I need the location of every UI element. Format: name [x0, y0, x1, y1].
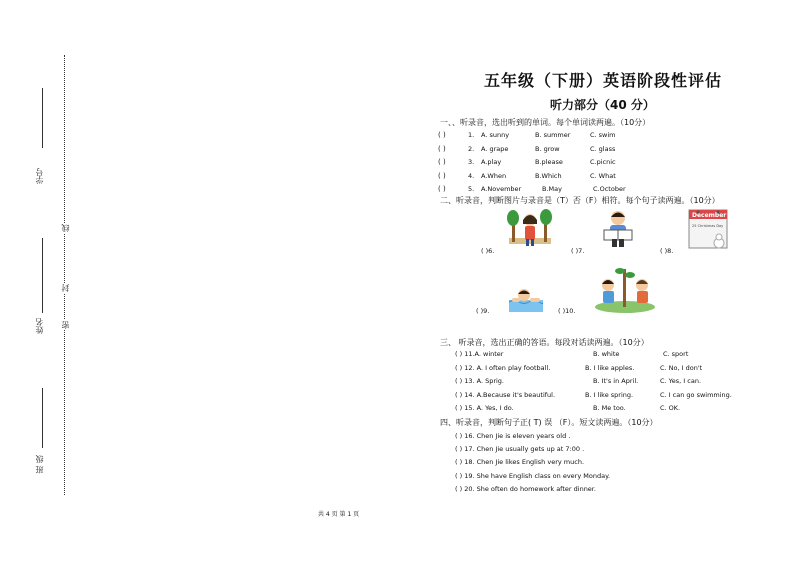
class-label: 班 级	[35, 455, 44, 474]
section3-heading: 三、 听录音，选出正确的答语。每段对话读两遍。（10分）	[440, 338, 649, 347]
list-item[interactable]: ( ) 17. Chen Jie usually gets up at 7:00 .	[455, 445, 585, 453]
calendar-subtext: 25 Christmas Day	[692, 224, 724, 228]
list-item[interactable]: ( ) 18. Chen Jie likes English very much.	[455, 458, 585, 466]
picture-label-8[interactable]: ( )8.	[660, 247, 674, 255]
list-item[interactable]: ( ) 20. She often do homework after dinner.	[455, 485, 596, 493]
answer-blank[interactable]: ( )	[438, 172, 446, 180]
list-item: ( ) 4. A.When B.Which C. What	[438, 172, 616, 180]
seal-char-mi: 密	[61, 321, 70, 329]
seal-char-feng: 封	[61, 284, 70, 292]
page-title: 五年级（下册）英语阶段性评估	[484, 71, 723, 90]
list-item: ( ) 13. A. Sprig. B. It's in April. C. Yes, I can.	[455, 377, 702, 385]
list-item: ( ) 15. A. Yes, I do. B. Me too. C. OK.	[455, 404, 681, 412]
picture-kids-planting	[592, 261, 658, 315]
answer-blank[interactable]: ( )	[438, 131, 446, 139]
section1-heading: 一、、听录音，选出听到的单词。每个单词读两遍。（10分）	[440, 118, 651, 127]
number-blank-line	[42, 88, 43, 148]
picture-label-10[interactable]: ( )10.	[558, 307, 576, 315]
list-item: ( ) 3. A.play B.please C.picnic	[438, 158, 616, 166]
section4-heading: 四、听录音，判断句子正( T) 误 （F）。短文读两遍。（10分）	[440, 418, 658, 427]
seal-char-line: 线	[61, 224, 70, 232]
binding-dotted-line	[64, 55, 65, 495]
list-item: ( ) 11.A. winter B. white C. sport	[455, 350, 689, 358]
name-label: 姓名	[35, 318, 44, 334]
answer-blank[interactable]: ( )	[438, 145, 446, 153]
list-item: ( ) 1. A. sunny B. summer C. swim	[438, 131, 616, 139]
picture-label-7[interactable]: ( )7.	[571, 247, 585, 255]
picture-boy-swimming	[509, 286, 543, 312]
list-item[interactable]: ( ) 19. She have English class on every Monday.	[455, 472, 611, 480]
list-item: ( ) 12. A. I often play football. B. I like apples. C. No, I don't	[455, 364, 703, 372]
answer-blank[interactable]: ( )	[438, 158, 446, 166]
list-item: ( ) 14. A.Because it's beautiful. B. I like spring. C. I can go swimming.	[455, 391, 732, 399]
page-subtitle: 听力部分（40 分）	[550, 98, 655, 112]
section2-heading: 二、听录音，判断图片与录音是（T）否（F）相符。每个句子读两遍。（10分）	[440, 196, 720, 205]
picture-label-9[interactable]: ( )9.	[476, 307, 490, 315]
list-item: ( ) 2. A. grape B. grow C. glass	[438, 145, 616, 153]
calendar-month: December	[692, 212, 727, 219]
list-item[interactable]: ( ) 16. Chen Jie is eleven years old .	[455, 432, 571, 440]
list-item: ( ) 5. A.November B.May C.October	[438, 185, 626, 193]
page-footer: 共 4 页 第 1 页	[318, 511, 360, 518]
name-blank-line	[42, 238, 43, 313]
picture-girl-trees	[507, 208, 553, 250]
picture-boy-reading	[598, 208, 638, 248]
class-blank-line	[42, 388, 43, 448]
number-label: 学号	[35, 168, 44, 184]
picture-label-6[interactable]: ( )6.	[481, 247, 495, 255]
answer-blank[interactable]: ( )	[438, 185, 446, 193]
